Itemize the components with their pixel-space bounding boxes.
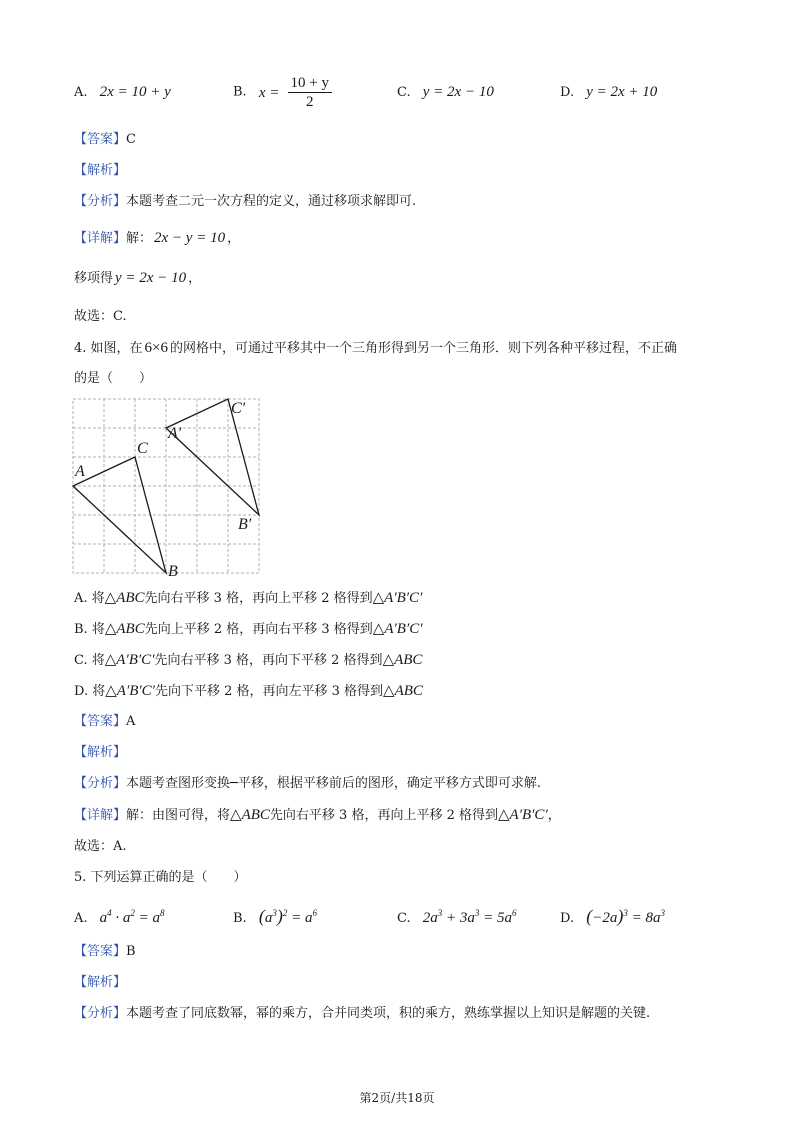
option-label: C. 将 [74,653,105,668]
answer-value: C [126,132,136,147]
detail-text: 解：由图可得，将 [126,808,231,823]
answer-tag: 【答案】 [74,132,127,147]
option-expr: $(-2a)^3 = 8a^3$ [586,906,665,926]
option-text: 先向右平移 3 格，再向下平移 2 格得到 [154,653,383,668]
option-label: A. [74,911,88,926]
label-c-prime: C′ [231,400,246,417]
q4-detail [74,805,561,826]
analysis-text: 本题考查二元一次方程的定义，通过移项求解即可. [126,194,417,209]
option-target: ABC [394,683,423,699]
analysis-text: 本题考查图形变换─平移，根据平移前后的图形，确定平移方式即可求解. [126,776,541,791]
answer-tag: 【答案】 [74,944,127,959]
q4-choose: 故选：A. [74,839,127,854]
triangle-symbol: △ [372,590,385,606]
q4-jiexi-tag: 【解析】 [74,745,127,760]
q5-jiexi-tag: 【解析】 [74,975,127,990]
detail-body: ABC [241,807,270,823]
grid-lines [73,399,259,573]
option-text: 先向上平移 2 格，再向右平移 3 格得到 [144,622,373,637]
q3-answer [74,130,136,150]
stem-text: 的网格中，可通过平移其中一个三角形得到另一个三角形．则下列各种平移过程，不正确 [170,341,678,356]
option-label: D. 将 [74,684,106,699]
q3-jiexi-tag: 【解析】 [74,163,127,178]
detail-tail: ， [547,808,561,823]
q3-analysis [74,192,416,212]
answer-value: A [126,714,136,729]
option-text: 先向右平移 3 格，再向上平移 2 格得到 [144,591,373,606]
detail-target: A′B′C′ [509,807,548,823]
answer-value: B [126,944,136,959]
analysis-text: 本题考查了同底数幂，幂的乘方，合并同类项，积的乘方，熟练掌握以上知识是解题的关键. [126,1006,651,1021]
move-expr: y = 2x − 10 [115,270,187,286]
detail-tail: ， [227,231,241,246]
label-b-prime: B′ [238,516,252,533]
triangle-symbol: △ [104,621,117,637]
fraction-denominator: 2 [305,94,314,110]
q5-answer [74,942,136,962]
option-label: C. [397,911,411,926]
option-label: C. [397,85,411,100]
option-expr: $2a^3 + 3a^3 = 5a^6$ [422,908,517,926]
detail-expr: 2x − y = 10 [154,230,226,246]
q5-option-b [233,903,317,929]
option-target: A′B′C′ [384,621,423,637]
q4-option-c [74,650,422,671]
fraction-numerator: 10 + y [288,74,332,93]
triangle-symbol: △ [498,807,510,823]
option-label: D. [560,911,575,926]
option-label: A. 将 [74,591,105,606]
q3-option-d [560,82,657,103]
move-tail: ， [188,271,202,286]
option-expr: 2x = 10 + y [99,84,171,100]
q4-option-b [74,619,423,640]
option-expr: y = 2x + 10 [586,84,658,100]
triangle-symbol: △ [230,807,242,823]
option-body: ABC [116,590,145,606]
detail-tag: 【详解】 [74,808,127,823]
q5-option-c [397,903,517,929]
option-label: B. [233,911,247,926]
q4-stem-line2: 的是（ ） [74,371,153,386]
answer-tag: 【答案】 [74,714,127,729]
q4-option-a [74,588,422,609]
triangle-symbol: △ [104,652,117,668]
option-label: D. [560,85,575,100]
option-expr: $a^4 \cdot a^2 = a^8$ [99,908,165,926]
q4-analysis [74,774,541,794]
triangle-symbol: △ [372,621,385,637]
triangle-symbol: △ [383,683,395,699]
q4-option-d [74,681,423,702]
fraction [288,74,332,111]
grid-size: 6×6 [144,340,169,356]
stem-text: 4. 如图，在 [74,341,143,356]
q4-grid-figure [72,398,268,578]
option-label: B. [233,84,247,100]
analysis-tag: 【分析】 [74,1006,127,1021]
option-target: A′B′C′ [384,590,423,606]
label-a-prime: A′ [168,425,182,442]
option-body: ABC [116,621,145,637]
option-expr: y = 2x − 10 [422,84,494,100]
triangle-symbol: △ [382,652,395,668]
analysis-tag: 【分析】 [74,776,127,791]
q3-option-b [233,74,332,111]
detail-text: 解： [126,231,153,246]
q4-stem-line1 [74,338,677,359]
option-target: ABC [394,652,423,668]
option-expr: x = [258,84,280,101]
option-expr: $(a^3)^2 = a^6$ [258,906,317,926]
option-label: A. [74,85,88,100]
analysis-tag: 【分析】 [74,194,127,209]
page-footer: 第2页/共18页 [359,1091,435,1105]
label-c: C [137,440,148,457]
q3-detail [74,228,240,249]
move-text: 移项得 [74,271,114,286]
label-b: B [168,563,178,578]
label-a: A [75,463,85,480]
q3-option-a [74,82,171,103]
option-label: B. 将 [74,622,105,637]
option-body: A′B′C′ [116,652,155,668]
q3-choose: 故选：C. [74,309,127,324]
q5-analysis [74,1004,650,1024]
option-text: 先向下平移 2 格，再向左平移 3 格得到 [154,684,384,699]
q3-option-c [397,82,494,103]
triangle-symbol: △ [104,590,117,606]
q5-stem: 5. 下列运算正确的是（ ） [74,870,247,885]
detail-text: 先向右平移 3 格，再向上平移 2 格得到 [269,808,498,823]
detail-tag: 【详解】 [74,231,127,246]
option-body: A′B′C′ [116,683,155,699]
q5-option-d [560,903,665,929]
q3-move [74,268,201,289]
triangle-symbol: △ [105,683,117,699]
q5-option-a [74,903,165,929]
q4-answer [74,712,135,732]
